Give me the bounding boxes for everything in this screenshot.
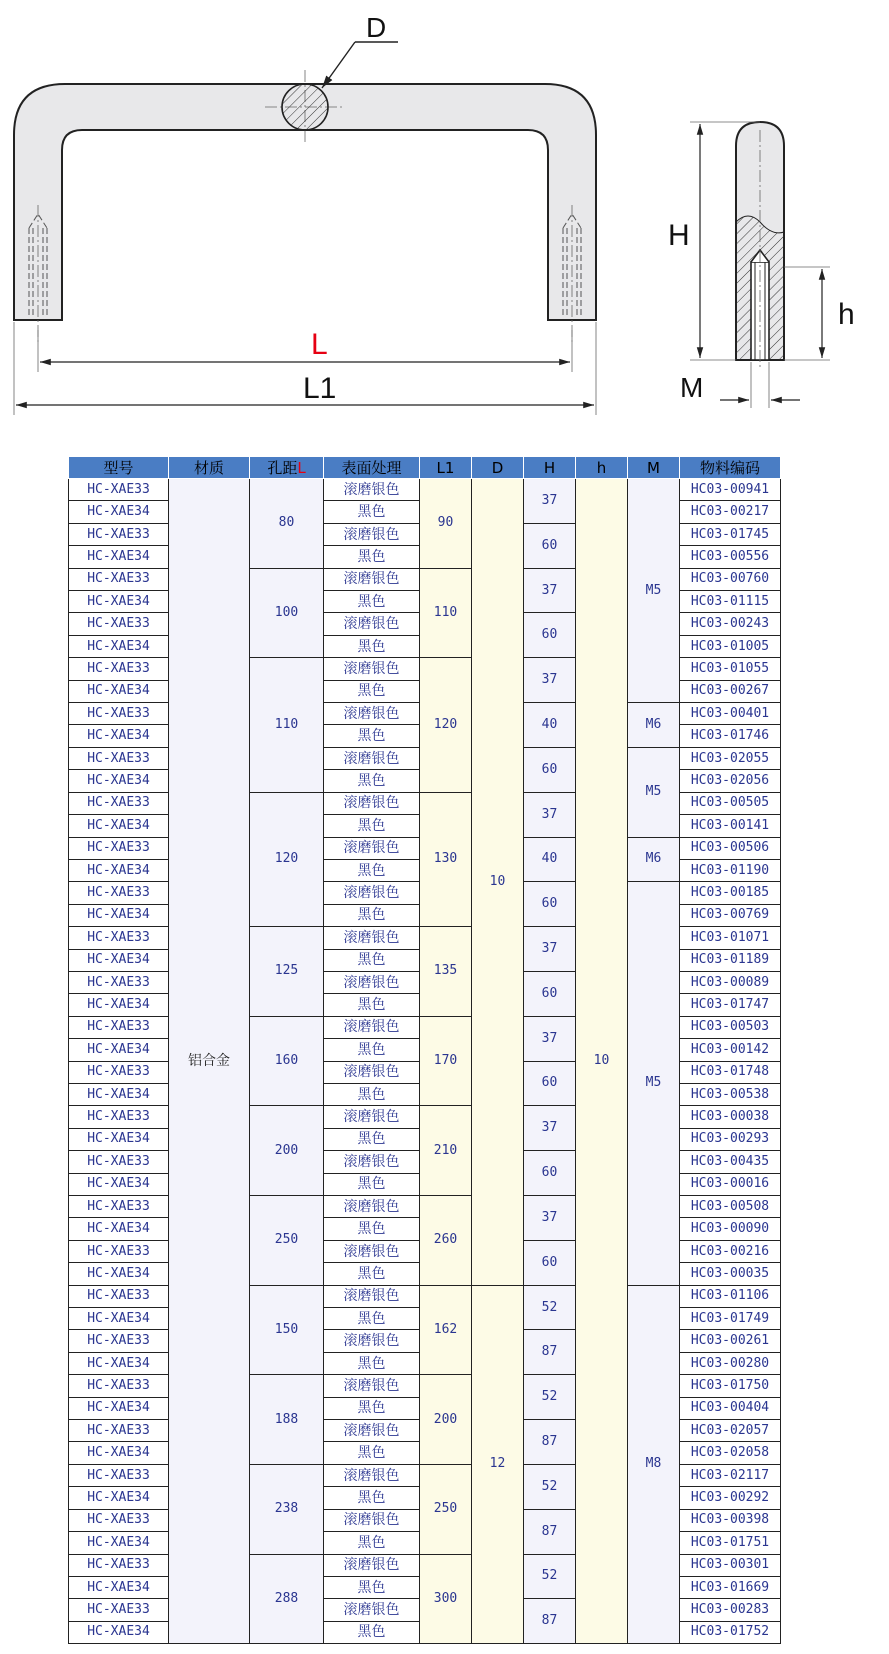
cell-finish: 黑色 <box>324 635 420 657</box>
cell-finish: 滚磨银色 <box>324 1106 420 1128</box>
side-view <box>668 122 855 408</box>
cell-height: 60 <box>524 882 576 927</box>
header-m: M <box>628 457 680 479</box>
cell-l1: 210 <box>420 1106 472 1196</box>
cell-code: HC03-00404 <box>680 1397 781 1419</box>
cell-finish: 黑色 <box>324 546 420 568</box>
cell-thread: M5 <box>628 747 680 837</box>
cell-pitch: 120 <box>250 792 324 926</box>
cell-model: HC-XAE33 <box>69 568 169 590</box>
cell-finish: 黑色 <box>324 815 420 837</box>
cell-l1: 170 <box>420 1016 472 1106</box>
cell-model: HC-XAE33 <box>69 1061 169 1083</box>
cell-model: HC-XAE33 <box>69 658 169 680</box>
cell-code: HC03-00503 <box>680 1016 781 1038</box>
cell-finish: 滚磨银色 <box>324 1240 420 1262</box>
cell-model: HC-XAE33 <box>69 1420 169 1442</box>
cell-code: HC03-00538 <box>680 1083 781 1105</box>
cell-finish: 滚磨银色 <box>324 747 420 769</box>
cell-code: HC03-00038 <box>680 1106 781 1128</box>
cell-finish: 滚磨银色 <box>324 837 420 859</box>
cell-code: HC03-00261 <box>680 1330 781 1352</box>
cell-l1: 200 <box>420 1375 472 1465</box>
cell-model: HC-XAE34 <box>69 1083 169 1105</box>
cell-code: HC03-00283 <box>680 1599 781 1621</box>
cell-pitch: 200 <box>250 1106 324 1196</box>
cell-l1: 260 <box>420 1196 472 1286</box>
cell-code: HC03-02056 <box>680 770 781 792</box>
label-l1: L1 <box>303 372 337 405</box>
cell-finish: 黑色 <box>324 1218 420 1240</box>
cell-finish: 滚磨银色 <box>324 479 420 501</box>
cell-finish: 滚磨银色 <box>324 1330 420 1352</box>
cell-code: HC03-00243 <box>680 613 781 635</box>
cell-finish: 滚磨银色 <box>324 1599 420 1621</box>
cell-l1: 120 <box>420 658 472 792</box>
cell-height: 52 <box>524 1464 576 1509</box>
cell-finish: 黑色 <box>324 1397 420 1419</box>
cell-l1: 130 <box>420 792 472 926</box>
cell-code: HC03-02117 <box>680 1464 781 1486</box>
spec-table <box>68 456 781 1644</box>
cell-model: HC-XAE34 <box>69 591 169 613</box>
cell-model: HC-XAE33 <box>69 1016 169 1038</box>
cell-height: 60 <box>524 523 576 568</box>
cell-model: HC-XAE34 <box>69 1039 169 1061</box>
cell-finish: 滚磨银色 <box>324 658 420 680</box>
cell-height: 52 <box>524 1285 576 1330</box>
cell-code: HC03-01189 <box>680 949 781 971</box>
cell-thread-depth: 10 <box>576 479 628 1644</box>
label-m: M <box>680 372 704 403</box>
technical-drawing <box>0 0 889 440</box>
cell-finish: 滚磨银色 <box>324 523 420 545</box>
cell-finish: 滚磨银色 <box>324 927 420 949</box>
cell-height: 40 <box>524 703 576 748</box>
cell-code: HC03-01746 <box>680 725 781 747</box>
cell-finish: 滚磨银色 <box>324 1509 420 1531</box>
cell-height: 60 <box>524 1240 576 1285</box>
cell-finish: 黑色 <box>324 1576 420 1598</box>
label-l: L <box>311 328 328 361</box>
cell-pitch: 288 <box>250 1554 324 1644</box>
cell-finish: 黑色 <box>324 1083 420 1105</box>
cell-height: 60 <box>524 971 576 1016</box>
cell-model: HC-XAE33 <box>69 882 169 904</box>
cell-height: 37 <box>524 1016 576 1061</box>
cell-finish: 滚磨银色 <box>324 1196 420 1218</box>
cell-finish: 黑色 <box>324 859 420 881</box>
table-row <box>69 479 781 501</box>
cell-finish: 黑色 <box>324 1308 420 1330</box>
cell-finish: 滚磨银色 <box>324 1016 420 1038</box>
cell-height: 37 <box>524 792 576 837</box>
cell-model: HC-XAE34 <box>69 949 169 971</box>
cell-model: HC-XAE33 <box>69 1151 169 1173</box>
cell-model: HC-XAE34 <box>69 1442 169 1464</box>
cell-code: HC03-00292 <box>680 1487 781 1509</box>
cell-height: 60 <box>524 747 576 792</box>
cell-height: 37 <box>524 658 576 703</box>
cell-diameter: 10 <box>472 479 524 1286</box>
cell-code: HC03-01747 <box>680 994 781 1016</box>
cell-finish: 黑色 <box>324 1263 420 1285</box>
cell-height: 37 <box>524 568 576 613</box>
cell-code: HC03-01669 <box>680 1576 781 1598</box>
cell-code: HC03-01115 <box>680 591 781 613</box>
cell-finish: 黑色 <box>324 770 420 792</box>
cell-code: HC03-01071 <box>680 927 781 949</box>
cell-finish: 黑色 <box>324 591 420 613</box>
cell-l1: 250 <box>420 1464 472 1554</box>
cell-model: HC-XAE33 <box>69 971 169 993</box>
cell-height: 52 <box>524 1554 576 1599</box>
cell-finish: 滚磨银色 <box>324 792 420 814</box>
header-l1: L1 <box>420 457 472 479</box>
cell-pitch: 150 <box>250 1285 324 1375</box>
cell-model: HC-XAE34 <box>69 1352 169 1374</box>
cell-model: HC-XAE34 <box>69 1128 169 1150</box>
cell-model: HC-XAE34 <box>69 1397 169 1419</box>
cell-model: HC-XAE33 <box>69 927 169 949</box>
cell-finish: 黑色 <box>324 1621 420 1643</box>
cell-finish: 滚磨银色 <box>324 1464 420 1486</box>
cell-code: HC03-00280 <box>680 1352 781 1374</box>
cell-code: HC03-01752 <box>680 1621 781 1643</box>
cell-finish: 黑色 <box>324 1442 420 1464</box>
cell-model: HC-XAE34 <box>69 1308 169 1330</box>
cell-code: HC03-00090 <box>680 1218 781 1240</box>
cell-code: HC03-01005 <box>680 635 781 657</box>
cell-thread: M6 <box>628 703 680 748</box>
cell-model: HC-XAE33 <box>69 837 169 859</box>
cell-code: HC03-00185 <box>680 882 781 904</box>
cell-height: 52 <box>524 1375 576 1420</box>
cell-code: HC03-00035 <box>680 1263 781 1285</box>
cell-code: HC03-01751 <box>680 1532 781 1554</box>
cell-model: HC-XAE34 <box>69 904 169 926</box>
cell-code: HC03-02055 <box>680 747 781 769</box>
cell-code: HC03-01749 <box>680 1308 781 1330</box>
cell-l1: 90 <box>420 479 472 569</box>
cell-model: HC-XAE34 <box>69 1218 169 1240</box>
cell-finish: 滚磨银色 <box>324 1151 420 1173</box>
cell-l1: 110 <box>420 568 472 658</box>
cell-pitch: 110 <box>250 658 324 792</box>
cell-model: HC-XAE33 <box>69 747 169 769</box>
cell-code: HC03-00401 <box>680 703 781 725</box>
cell-finish: 黑色 <box>324 949 420 971</box>
cell-code: HC03-00508 <box>680 1196 781 1218</box>
cell-finish: 滚磨银色 <box>324 568 420 590</box>
cell-thread: M5 <box>628 882 680 1285</box>
label-h-lower: h <box>838 298 855 331</box>
cell-model: HC-XAE34 <box>69 1576 169 1598</box>
cell-finish: 滚磨银色 <box>324 1285 420 1307</box>
cell-finish: 黑色 <box>324 680 420 702</box>
cell-height: 37 <box>524 479 576 524</box>
cell-model: HC-XAE33 <box>69 1375 169 1397</box>
cell-code: HC03-01745 <box>680 523 781 545</box>
cell-finish: 滚磨银色 <box>324 1375 420 1397</box>
cell-thread: M5 <box>628 479 680 703</box>
cell-height: 60 <box>524 1151 576 1196</box>
cell-finish: 黑色 <box>324 725 420 747</box>
cell-code: HC03-00769 <box>680 904 781 926</box>
cell-pitch: 125 <box>250 927 324 1017</box>
header-h-lower: h <box>576 457 628 479</box>
cell-l1: 135 <box>420 927 472 1017</box>
diameter-section <box>282 84 328 130</box>
cell-height: 37 <box>524 927 576 972</box>
cell-code: HC03-00217 <box>680 501 781 523</box>
cell-model: HC-XAE33 <box>69 479 169 501</box>
cell-thread: M8 <box>628 1285 680 1644</box>
cell-model: HC-XAE33 <box>69 1106 169 1128</box>
cell-pitch: 250 <box>250 1196 324 1286</box>
label-h-upper: H <box>668 219 690 252</box>
cell-height: 40 <box>524 837 576 882</box>
cell-model: HC-XAE34 <box>69 546 169 568</box>
cell-model: HC-XAE34 <box>69 994 169 1016</box>
cell-code: HC03-00141 <box>680 815 781 837</box>
cell-height: 37 <box>524 1196 576 1241</box>
cell-code: HC03-02057 <box>680 1420 781 1442</box>
cell-finish: 滚磨银色 <box>324 703 420 725</box>
cell-code: HC03-00267 <box>680 680 781 702</box>
cell-code: HC03-00016 <box>680 1173 781 1195</box>
cell-model: HC-XAE33 <box>69 523 169 545</box>
cell-finish: 黑色 <box>324 904 420 926</box>
cell-finish: 黑色 <box>324 1532 420 1554</box>
cell-model: HC-XAE34 <box>69 680 169 702</box>
cell-model: HC-XAE33 <box>69 792 169 814</box>
cell-code: HC03-00506 <box>680 837 781 859</box>
cell-model: HC-XAE34 <box>69 770 169 792</box>
header-model: 型号 <box>69 457 169 479</box>
cell-model: HC-XAE34 <box>69 815 169 837</box>
cell-finish: 滚磨银色 <box>324 882 420 904</box>
cell-model: HC-XAE33 <box>69 1240 169 1262</box>
cell-model: HC-XAE33 <box>69 1196 169 1218</box>
cell-code: HC03-00301 <box>680 1554 781 1576</box>
header-material: 材质 <box>169 457 250 479</box>
cell-code: HC03-00435 <box>680 1151 781 1173</box>
cell-finish: 黑色 <box>324 1173 420 1195</box>
cell-height: 60 <box>524 1061 576 1106</box>
cell-finish: 黑色 <box>324 1352 420 1374</box>
cell-model: HC-XAE34 <box>69 1532 169 1554</box>
cell-code: HC03-00941 <box>680 479 781 501</box>
cell-pitch: 80 <box>250 479 324 569</box>
cell-pitch: 238 <box>250 1464 324 1554</box>
front-view <box>14 12 596 415</box>
cell-finish: 滚磨银色 <box>324 1554 420 1576</box>
cell-code: HC03-00760 <box>680 568 781 590</box>
cell-height: 87 <box>524 1509 576 1554</box>
cell-model: HC-XAE34 <box>69 635 169 657</box>
cell-thread: M6 <box>628 837 680 882</box>
header-h-upper: H <box>524 457 576 479</box>
cell-material: 铝合金 <box>169 479 250 1644</box>
cell-pitch: 100 <box>250 568 324 658</box>
cell-code: HC03-01190 <box>680 859 781 881</box>
cell-l1: 300 <box>420 1554 472 1644</box>
cell-pitch: 160 <box>250 1016 324 1106</box>
cell-model: HC-XAE33 <box>69 1599 169 1621</box>
cell-code: HC03-01750 <box>680 1375 781 1397</box>
cell-code: HC03-01748 <box>680 1061 781 1083</box>
cell-model: HC-XAE34 <box>69 501 169 523</box>
cell-model: HC-XAE34 <box>69 1173 169 1195</box>
cell-code: HC03-00216 <box>680 1240 781 1262</box>
cell-l1: 162 <box>420 1285 472 1375</box>
cell-height: 87 <box>524 1330 576 1375</box>
cell-model: HC-XAE33 <box>69 613 169 635</box>
label-d: D <box>366 12 387 43</box>
cell-height: 87 <box>524 1599 576 1644</box>
header-code: 物料编码 <box>680 457 781 479</box>
cell-code: HC03-00293 <box>680 1128 781 1150</box>
cell-code: HC03-00398 <box>680 1509 781 1531</box>
cell-code: HC03-00556 <box>680 546 781 568</box>
header-finish: 表面处理 <box>324 457 420 479</box>
cell-code: HC03-01106 <box>680 1285 781 1307</box>
cell-model: HC-XAE33 <box>69 1464 169 1486</box>
cell-code: HC03-02058 <box>680 1442 781 1464</box>
cell-model: HC-XAE34 <box>69 1263 169 1285</box>
cell-height: 60 <box>524 613 576 658</box>
cell-finish: 滚磨银色 <box>324 1061 420 1083</box>
cell-finish: 黑色 <box>324 1128 420 1150</box>
cell-finish: 滚磨银色 <box>324 613 420 635</box>
cell-finish: 黑色 <box>324 501 420 523</box>
left-thread-hidden <box>29 214 581 318</box>
cell-diameter: 12 <box>472 1285 524 1644</box>
cell-height: 37 <box>524 1106 576 1151</box>
cell-model: HC-XAE33 <box>69 1285 169 1307</box>
cell-model: HC-XAE34 <box>69 725 169 747</box>
header-d: D <box>472 457 524 479</box>
cell-model: HC-XAE34 <box>69 859 169 881</box>
cell-finish: 黑色 <box>324 1039 420 1061</box>
table-header-row <box>69 457 781 479</box>
cell-code: HC03-00142 <box>680 1039 781 1061</box>
cell-code: HC03-01055 <box>680 658 781 680</box>
cell-model: HC-XAE33 <box>69 1509 169 1531</box>
cell-model: HC-XAE34 <box>69 1621 169 1643</box>
cell-finish: 黑色 <box>324 1487 420 1509</box>
cell-finish: 滚磨银色 <box>324 1420 420 1442</box>
cell-height: 87 <box>524 1420 576 1465</box>
cell-pitch: 188 <box>250 1375 324 1465</box>
cell-model: HC-XAE34 <box>69 1487 169 1509</box>
cell-model: HC-XAE33 <box>69 703 169 725</box>
cell-code: HC03-00089 <box>680 971 781 993</box>
cell-finish: 滚磨银色 <box>324 971 420 993</box>
cell-finish: 黑色 <box>324 994 420 1016</box>
header-pitch: 孔距L <box>250 457 324 479</box>
cell-model: HC-XAE33 <box>69 1554 169 1576</box>
cell-code: HC03-00505 <box>680 792 781 814</box>
cell-model: HC-XAE33 <box>69 1330 169 1352</box>
